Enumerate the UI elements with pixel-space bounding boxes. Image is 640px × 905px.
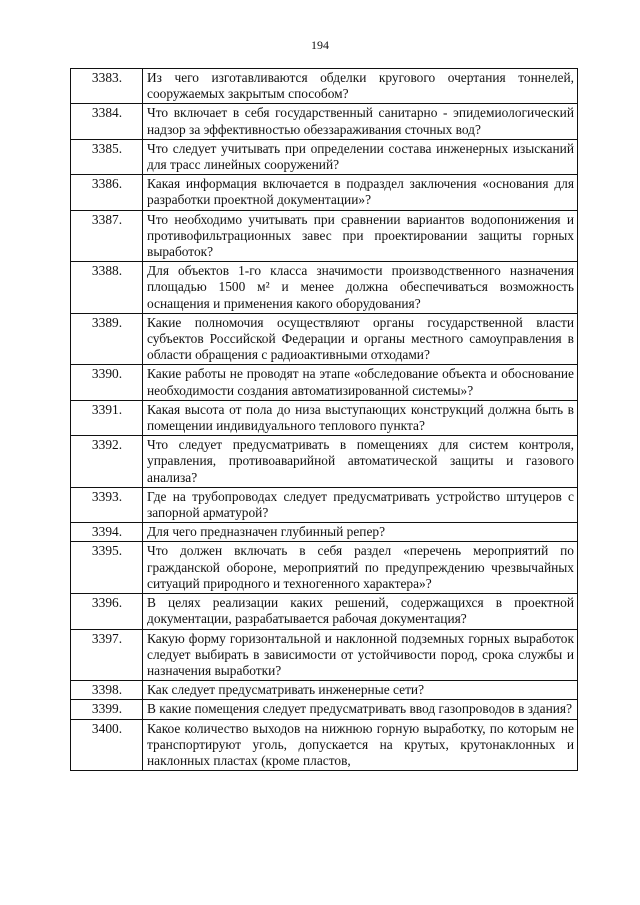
question-text: Какие полномочия осуществляют органы государственной власти субъектов Российской Федерации и органы местного самоуправления в области обращения с радиоактивными отходами?: [143, 313, 578, 365]
question-text: В какие помещения следует предусматривать ввод газопроводов в здания?: [143, 700, 578, 719]
question-text: Какая высота от пола до низа выступающих конструкций должна быть в помещении индивидуального теплового пункта?: [143, 400, 578, 435]
question-text: Что должен включать в себя раздел «перечень мероприятий по гражданской обороне, мероприятий по предупреждению чрезвычайных ситуаций природного и техногенного характера»?: [143, 542, 578, 594]
question-number: 3392.: [71, 436, 143, 488]
question-text: Какая информация включается в подраздел заключения «основания для разработки проектной документации»?: [143, 175, 578, 210]
questions-table: [70, 68, 578, 771]
table-row: [71, 139, 578, 174]
table-row: [71, 594, 578, 629]
page-number: 194: [311, 38, 329, 52]
question-text: Какие работы не проводят на этапе «обследование объекта и обоснование необходимости создания автоматизированной системы»?: [143, 365, 578, 400]
table-row: [71, 700, 578, 719]
question-text: Для объектов 1-го класса значимости производственного назначения площадью 1500 м² и менее должна обеспечиваться возможность оснащения и применения какого оборудования?: [143, 262, 578, 314]
question-number: 3397.: [71, 629, 143, 681]
question-number: 3390.: [71, 365, 143, 400]
question-text: Где на трубопроводах следует предусматривать устройство штуцеров с запорной арматурой?: [143, 487, 578, 522]
table-row: [71, 719, 578, 771]
question-text: Что следует предусматривать в помещениях для систем контроля, управления, противоаварийной автоматической защиты и газового анализа?: [143, 436, 578, 488]
question-text: Какую форму горизонтальной и наклонной подземных горных выработок следует выбирать в зависимости от устойчивости пород, срока службы и назначения выработки?: [143, 629, 578, 681]
table-row: [71, 436, 578, 488]
table-row: [71, 313, 578, 365]
question-number: 3396.: [71, 594, 143, 629]
question-text: Как следует предусматривать инженерные сети?: [143, 681, 578, 700]
question-number: 3386.: [71, 175, 143, 210]
question-number: 3391.: [71, 400, 143, 435]
table-row: [71, 542, 578, 594]
table-row: [71, 487, 578, 522]
question-text: Что следует учитывать при определении состава инженерных изысканий для трасс линейных сооружений?: [143, 139, 578, 174]
table-row: [71, 210, 578, 262]
table-row: [71, 175, 578, 210]
table-row: [71, 523, 578, 542]
table-row: [71, 262, 578, 314]
question-number: 3400.: [71, 719, 143, 771]
question-text: Для чего предназначен глубинный репер?: [143, 523, 578, 542]
question-number: 3395.: [71, 542, 143, 594]
table-row: [71, 629, 578, 681]
question-text: В целях реализации каких решений, содержащихся в проектной документации, разрабатывается рабочая документация?: [143, 594, 578, 629]
question-number: 3387.: [71, 210, 143, 262]
question-number: 3398.: [71, 681, 143, 700]
question-number: 3389.: [71, 313, 143, 365]
question-text: Из чего изготавливаются обделки кругового очертания тоннелей, сооружаемых закрытым способом?: [143, 69, 578, 104]
table-row: [71, 400, 578, 435]
question-number: 3383.: [71, 69, 143, 104]
question-number: 3399.: [71, 700, 143, 719]
question-number: 3394.: [71, 523, 143, 542]
question-number: 3388.: [71, 262, 143, 314]
table-row: [71, 69, 578, 104]
question-text: Что необходимо учитывать при сравнении вариантов водопонижения и противофильтрационных завес при проектировании защиты горных выработок?: [143, 210, 578, 262]
question-number: 3385.: [71, 139, 143, 174]
question-number: 3384.: [71, 104, 143, 139]
question-text: Что включает в себя государственный санитарно - эпидемиологический надзор за эффективностью обеззараживания сточных вод?: [143, 104, 578, 139]
question-number: 3393.: [71, 487, 143, 522]
question-text: Какое количество выходов на нижнюю горную выработку, по которым не транспортируют уголь, допускается на крутых, крутонаклонных и наклонных пластах (кроме пластов,: [143, 719, 578, 771]
table-row: [71, 365, 578, 400]
table-row: [71, 104, 578, 139]
table-row: [71, 681, 578, 700]
